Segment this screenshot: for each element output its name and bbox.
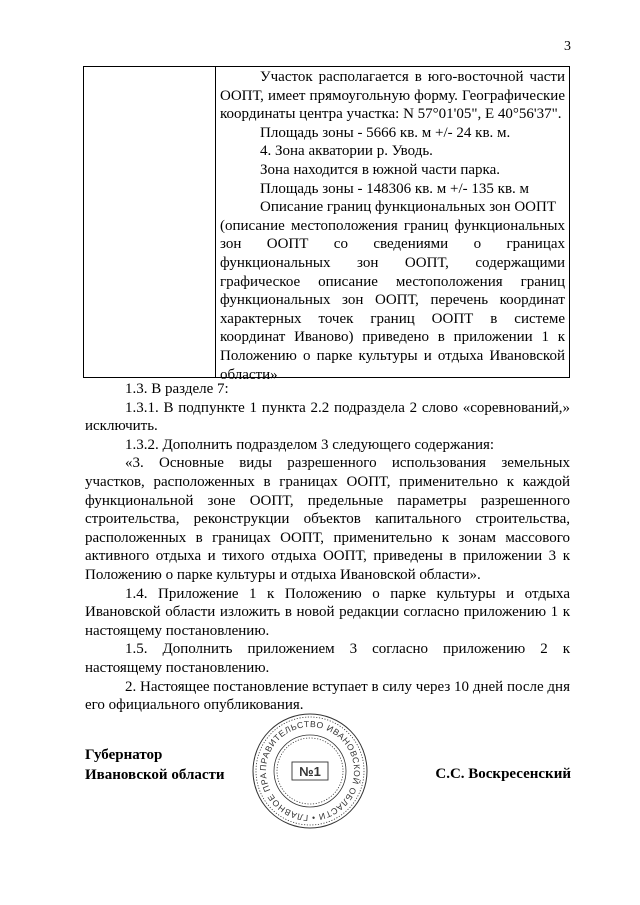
body-paragraph: 1.3.2. Дополнить подразделом 3 следующего содержания: (125, 436, 495, 453)
table-paragraph: Описание границ функциональных зон ООПТ (260, 199, 556, 216)
table-paragraph: (описание местоположения границ функциональных зон ООПТ со сведениями о границах функциональных зон ООПТ, содержащими графическое описание местоположения границ функциональных зон ООПТ, перечень координат характерных точек границ ООПТ в системе координат Иваново) приведено в приложении 1 к Положению о парке культуры и отдыха Ивановской области» (220, 217, 565, 383)
zone-description-table (83, 66, 570, 383)
signatory-position-line2: Ивановской области (85, 767, 225, 783)
signatory-position (85, 745, 225, 785)
table-paragraph: Площадь зоны - 148306 кв. м +/- 135 кв. м (260, 180, 530, 197)
table-right-cell (216, 67, 569, 383)
page-number: 3 (564, 39, 571, 54)
body-paragraph: 1.4. Приложение 1 к Положению о парке культуры и отдыха Ивановской области изложить в новой редакции согласно приложению 1 к настоящему постановлению. (85, 585, 570, 639)
table-left-cell (84, 67, 216, 377)
body-paragraph: 1.5. Дополнить приложением 3 согласно приложению 2 к настоящему постановлению. (85, 641, 570, 676)
official-seal (251, 712, 369, 830)
table-paragraph: 4. Зона акватории р. Уводь. (260, 143, 433, 160)
seal-graphic (251, 712, 369, 830)
body-paragraph: «3. Основные виды разрешенного использования земельных участков, расположенных в границах ООПТ, применительно к каждой функциональной зоне ООПТ, предельные параметры разрешенного строительства, реконструкции объектов капитального строительства, расположенных в границах ООПТ, применительно к зонам массового активного отдыха и тихого отдыха ООПТ, приведены в приложении 3 к Положению о парке культуры и отдыха Ивановской области». (85, 455, 570, 583)
body-paragraph: 2. Настоящее постановление вступает в силу через 10 дней после дня его официального опубликования. (85, 678, 570, 714)
table-paragraph: Площадь зоны - 5666 кв. м +/- 24 кв. м. (260, 124, 511, 141)
body-paragraph: 1.3. В разделе 7: (125, 381, 229, 397)
body-paragraph: 1.3.1. В подпункте 1 пункта 2.2 подраздела 2 слово «соревнований,» исключить. (85, 399, 570, 435)
signatory-name: С.С. Воскресенский (435, 766, 571, 782)
seal-ring-text: ПРАВИТЕЛЬСТВО ИВАНОВСКОЙ ОБЛАСТИ • ГЛАВНОЕ ПРА (257, 718, 363, 824)
signatory-position-line1: Губернатор (85, 747, 163, 763)
table-paragraph: Зона находится в южной части парка. (260, 161, 501, 178)
table-paragraph: Участок располагается в юго-восточной части ООПТ, имеет прямоугольную форму. Географические координаты центра участка: N 57°01'05", E 40°56'37". (220, 69, 565, 123)
document-body (85, 380, 570, 715)
seal-number: №1 (299, 764, 321, 779)
